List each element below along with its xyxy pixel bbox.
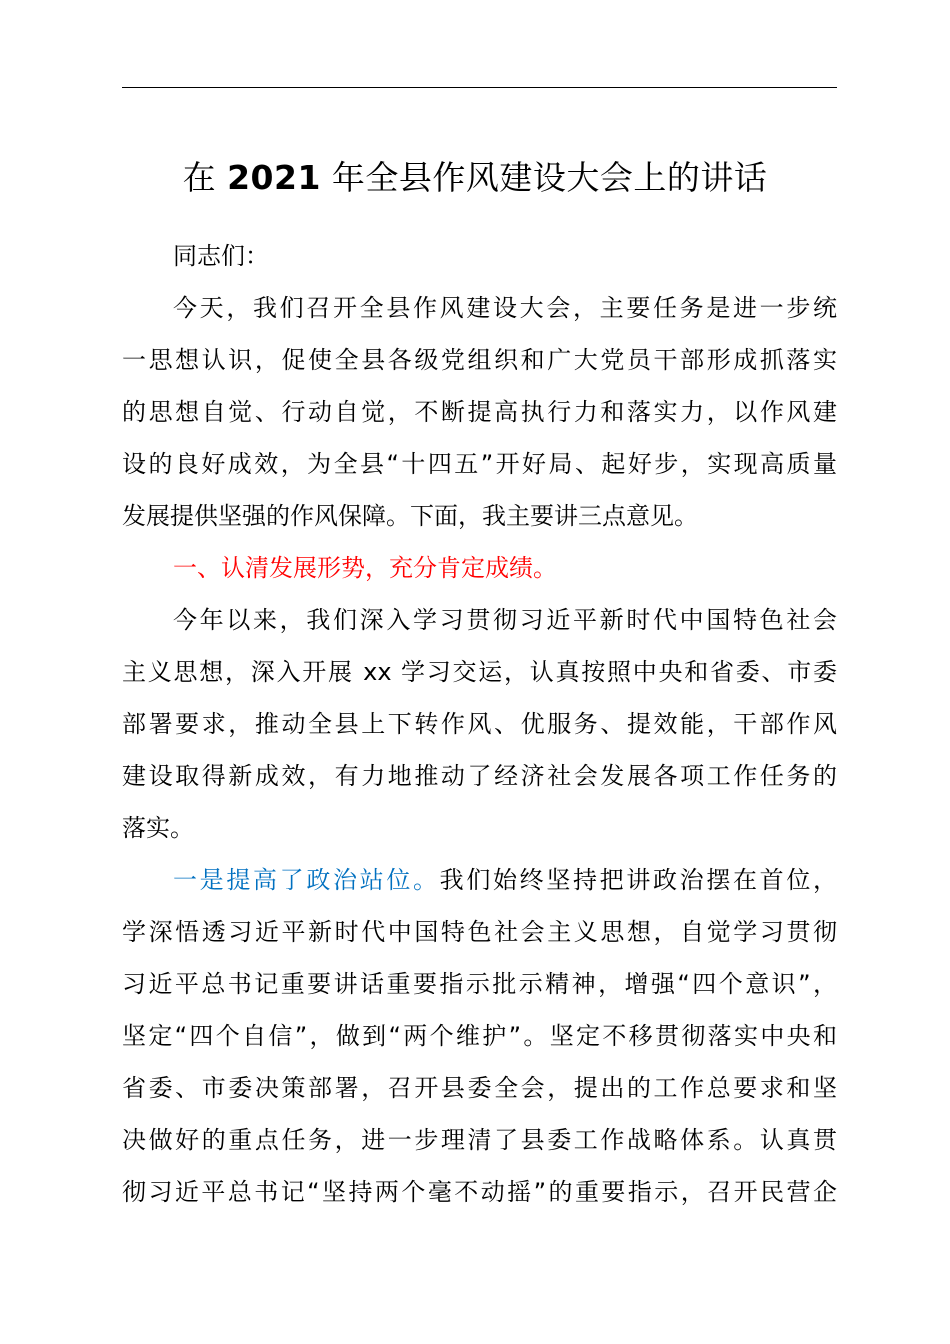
paragraph-line: 决做好的重点任务，进一步理清了县委工作战略体系。认真贯 <box>122 1126 837 1154</box>
subsection-heading: 一是提高了政治站位。 <box>173 866 440 894</box>
title-suffix: 年全县作风建设大会上的讲话 <box>331 158 768 197</box>
subsection-text: 我们始终坚持把讲政治摆在首位， <box>439 866 837 894</box>
paragraph-line: 习近平总书记重要讲话重要指示批示精神，增强“四个意识”， <box>122 970 837 998</box>
page-title <box>0 152 950 204</box>
salutation: 同志们： <box>173 242 269 270</box>
document-body <box>122 230 837 1218</box>
paragraph-line: 设的良好成效，为全县“十四五”开好局、起好步，实现高质量 <box>122 450 837 478</box>
paragraph-line: 今天，我们召开全县作风建设大会，主要任务是进一步统 <box>173 294 837 322</box>
paragraph-line: 坚定“四个自信”，做到“两个维护”。坚定不移贯彻落实中央和 <box>122 1022 837 1050</box>
paragraph-line: 发展提供坚强的作风保障。下面，我主要讲三点意见。 <box>122 502 698 530</box>
paragraph-line: 学深悟透习近平新时代中国特色社会主义思想，自觉学习贯彻 <box>122 918 837 946</box>
header-rule <box>122 87 837 88</box>
paragraph-line: 省委、市委决策部署，召开县委全会，提出的工作总要求和坚 <box>122 1074 837 1102</box>
paragraph-line: 彻习近平总书记“坚持两个毫不动摇”的重要指示，召开民营企 <box>122 1178 837 1206</box>
paragraph-line: 建设取得新成效，有力地推动了经济社会发展各项工作任务的 <box>122 762 837 790</box>
subsection-first-line <box>122 854 837 906</box>
title-year: 2021 <box>227 158 321 197</box>
paragraph-line: 落实。 <box>122 814 194 842</box>
paragraph-line: 部署要求，推动全县上下转作风、优服务、提效能，干部作风 <box>122 710 837 738</box>
section-heading: 一、认清发展形势，充分肯定成绩。 <box>173 554 557 582</box>
paragraph-line: 今年以来，我们深入学习贯彻习近平新时代中国特色社会 <box>173 606 837 634</box>
title-prefix: 在 <box>182 158 217 197</box>
paragraph-line: 的思想自觉、行动自觉，不断提高执行力和落实力，以作风建 <box>122 398 837 426</box>
paragraph-line: 主义思想，深入开展 xx 学习交运，认真按照中央和省委、市委 <box>122 658 837 686</box>
paragraph-line: 一思想认识，促使全县各级党组织和广大党员干部形成抓落实 <box>122 346 837 374</box>
